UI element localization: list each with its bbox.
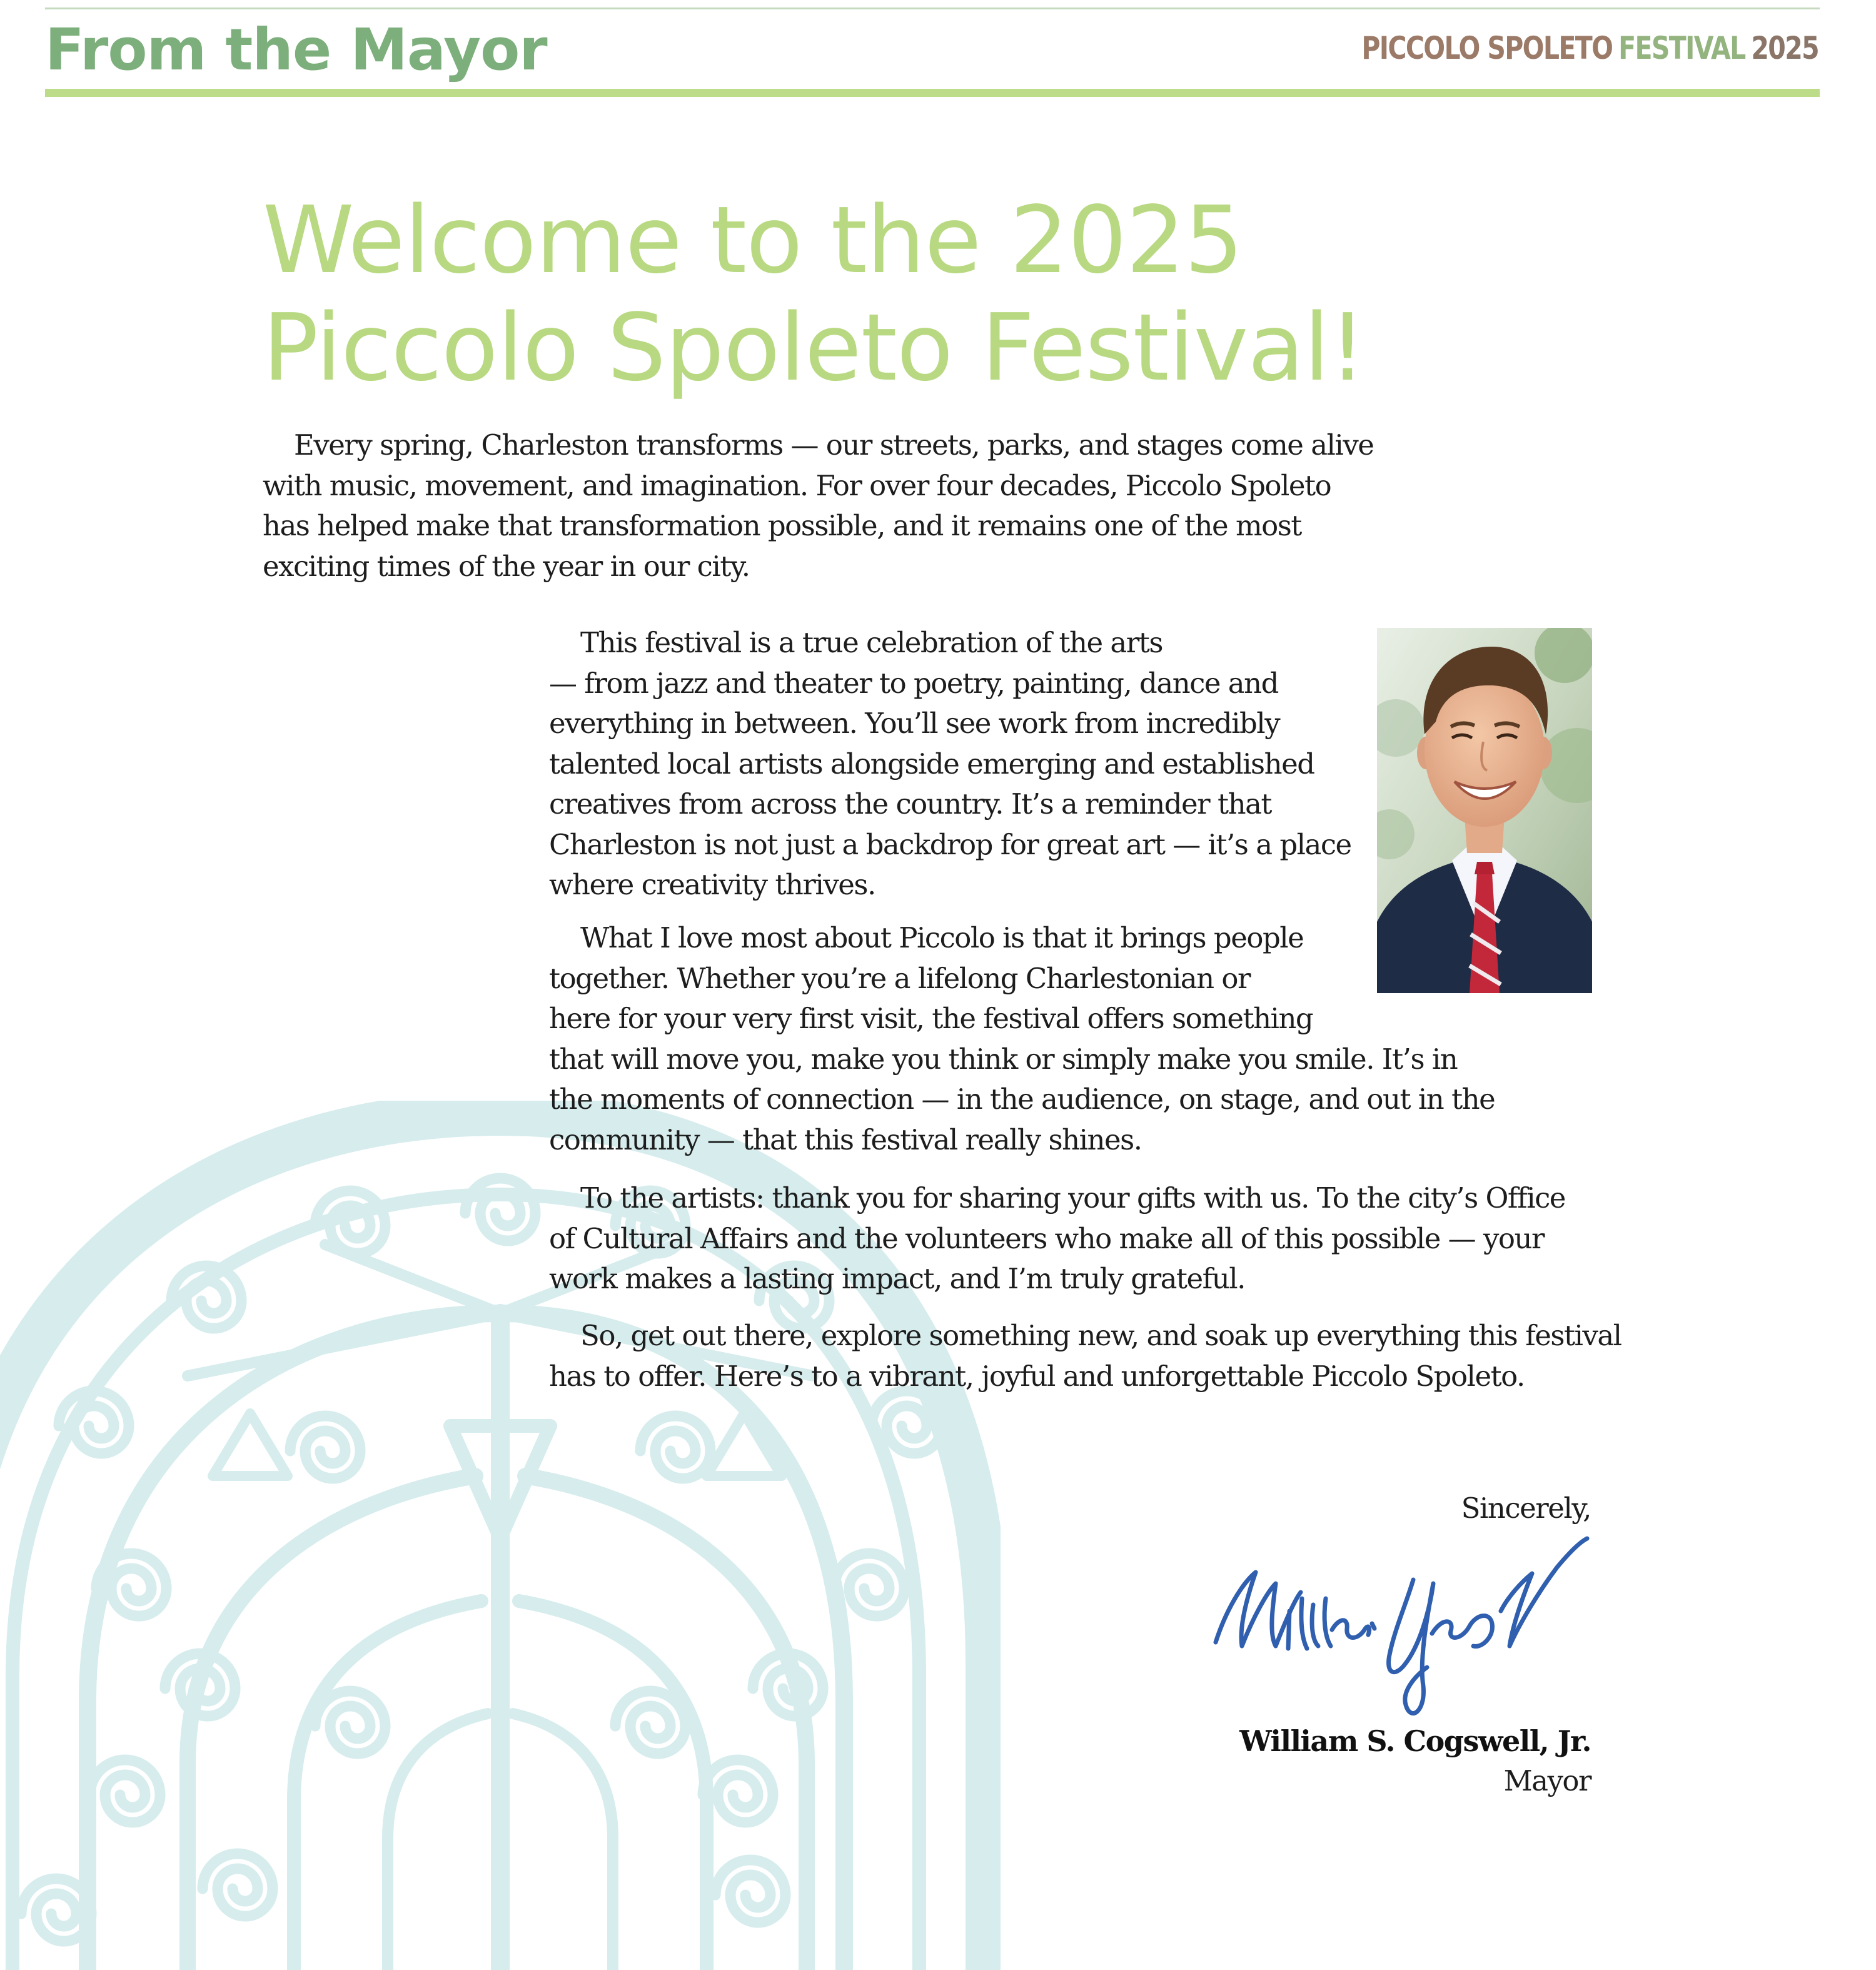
headline: [263, 186, 1365, 402]
signature-icon: [1207, 1523, 1595, 1730]
paragraph-line: Charleston is not just a backdrop for great art — it’s a place: [549, 827, 1351, 861]
headline-line-2: Piccolo Spoleto Festival!: [263, 294, 1366, 402]
paragraph-line: This festival is a true celebration of the arts: [580, 626, 1162, 659]
paragraph-line: So, get out there, explore something new, and soak up everything this festival: [580, 1319, 1621, 1352]
section-title: From the Mayor: [45, 16, 547, 83]
paragraph-line: work makes a lasting impact, and I’m truly grateful.: [549, 1262, 1245, 1295]
paragraph-line: of Cultural Affairs and the volunteers who make all of this possible — your: [549, 1221, 1544, 1255]
paragraph-line: here for your very first visit, the festival offers something: [549, 1002, 1313, 1035]
masthead-word-year: 2025: [1751, 30, 1818, 66]
paragraph-line: has to offer. Here’s to a vibrant, joyful and unforgettable Piccolo Spoleto.: [549, 1359, 1525, 1393]
paragraph-line: Every spring, Charleston transforms — our streets, parks, and stages come alive: [294, 428, 1374, 462]
closing-salutation: Sincerely,: [1461, 1492, 1591, 1525]
paragraph-line: exciting times of the year in our city.: [263, 549, 750, 583]
masthead-word-piccolo-spoleto: PICCOLO SPOLETO: [1361, 30, 1613, 66]
paragraph-line: creatives from across the country. It’s a reminder that: [549, 787, 1271, 821]
letter-paragraph-3: [549, 918, 1495, 1160]
masthead-word-festival: FESTIVAL: [1618, 30, 1745, 66]
paragraph-line: talented local artists alongside emerging and established: [549, 747, 1314, 780]
festival-masthead: [1361, 28, 1818, 69]
header-divider: [45, 89, 1820, 97]
paragraph-line: has helped make that transformation possible, and it remains one of the most: [263, 509, 1301, 542]
top-divider: [45, 8, 1820, 9]
signer-name: William S. Cogswell, Jr.: [1239, 1724, 1591, 1758]
paragraph-line: What I love most about Piccolo is that it brings people: [580, 921, 1304, 954]
paragraph-line: with music, movement, and imagination. For over four decades, Piccolo Spoleto: [263, 468, 1331, 502]
paragraph-line: the moments of connection — in the audience, on stage, and out in the: [549, 1083, 1495, 1116]
paragraph-line: To the artists: thank you for sharing your gifts with us. To the city’s Office: [580, 1181, 1565, 1215]
letter-paragraph-2: [549, 623, 1351, 906]
paragraph-line: — from jazz and theater to poetry, painting, dance and: [549, 666, 1278, 700]
paragraph-line: together. Whether you’re a lifelong Charlestonian or: [549, 961, 1251, 995]
mayor-portrait-photo: [1377, 628, 1592, 993]
signer-title: Mayor: [1503, 1764, 1591, 1797]
letter-paragraph-4: [549, 1178, 1565, 1300]
paragraph-line: community — that this festival really shines.: [549, 1123, 1142, 1156]
letter-paragraph-5: [549, 1316, 1621, 1397]
headline-line-1: Welcome to the 2025: [263, 186, 1243, 294]
portrait-icon: [1377, 628, 1592, 993]
paragraph-line: that will move you, make you think or simply make you smile. It’s in: [549, 1042, 1458, 1076]
paragraph-line: where creativity thrives.: [549, 868, 875, 901]
letter-paragraph-1: [263, 425, 1373, 587]
paragraph-line: everything in between. You’ll see work from incredibly: [549, 707, 1280, 740]
